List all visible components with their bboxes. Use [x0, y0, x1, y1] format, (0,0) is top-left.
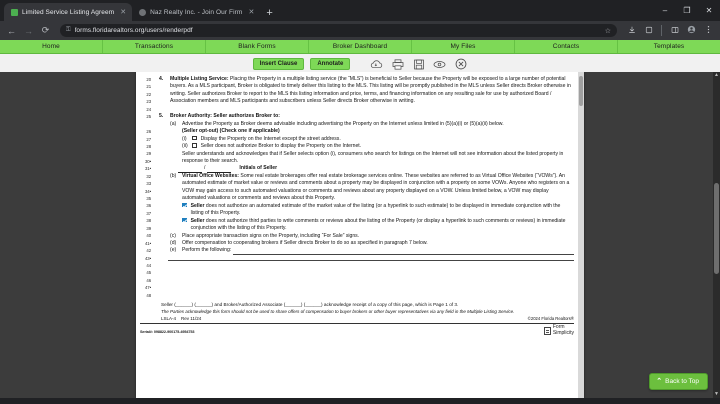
initials-slash: /: [204, 165, 206, 172]
window-bottom-edge: [0, 398, 720, 404]
scroll-down-arrow-icon[interactable]: ▼: [714, 391, 719, 397]
line-number: 46: [146, 277, 151, 283]
pdf-inner-scrollbar[interactable]: [578, 72, 584, 398]
browser-tab-2-title: Naz Realty Inc. - Join Our Firm: [150, 8, 243, 16]
reload-icon[interactable]: ⟳: [41, 25, 50, 35]
footer-divider: [140, 323, 574, 324]
clause-4: [156, 76, 574, 106]
footer-italic-note: The Parties acknowledge this form should not be used to share offers of compensation to buyer brokers or other buyer representatives via any field in the Multiple Listing Service.: [161, 308, 515, 314]
forward-icon[interactable]: →: [24, 25, 33, 36]
address-bar[interactable]: [60, 24, 617, 37]
clause-5a-choice-ii-marker: (ii): [182, 143, 188, 150]
clause-5b-check-1: [156, 203, 574, 218]
footer-serial: Serial#: 098822-900175-4954753: [140, 330, 195, 335]
page-scrollbar-thumb[interactable]: [714, 183, 719, 274]
nav-item-contacts[interactable]: Contacts: [515, 40, 618, 53]
bookmark-star-icon[interactable]: ☆: [604, 27, 611, 35]
line-number: 21: [146, 84, 151, 90]
save-icon[interactable]: [412, 58, 425, 71]
line-number: 40: [146, 233, 151, 239]
line-number: 42: [146, 248, 151, 254]
nav-item-home[interactable]: Home: [0, 40, 103, 53]
clause-5: [156, 113, 574, 120]
line-number: 28: [146, 143, 151, 149]
line-number: 32: [146, 173, 151, 179]
clause-5b-check-2-bold: Seller: [190, 217, 205, 224]
line-number: 24: [146, 106, 151, 112]
new-tab-button[interactable]: +: [266, 7, 273, 19]
clause-5b-check-2: [156, 218, 574, 233]
line-number: 35: [146, 196, 151, 201]
clause-5c-marker: (c): [170, 232, 176, 239]
browser-tab-1[interactable]: [4, 3, 132, 21]
checkbox-no-third-party-comments[interactable]: [182, 218, 187, 223]
back-icon[interactable]: ←: [7, 25, 16, 36]
clause-5c: [156, 233, 574, 240]
close-icon[interactable]: ✕: [120, 8, 127, 16]
footer-form-id: LSLA-4: [161, 315, 177, 321]
document-action-bar: [0, 54, 720, 72]
clause-5a-body: [182, 121, 574, 136]
footer-revision: Rev 11/24: [181, 315, 202, 321]
clause-5e-text: Perform the following:: [182, 247, 232, 254]
back-to-top-button[interactable]: [649, 373, 708, 390]
line-number: 43•: [145, 255, 151, 261]
line-number: 26: [146, 129, 151, 135]
line-number: 27: [146, 136, 151, 142]
clause-4-body: [170, 76, 574, 106]
clause-5e-marker: (e): [170, 247, 177, 254]
logo-line-2: Simplicity: [552, 329, 574, 336]
line-number-spacer: [140, 121, 151, 128]
line-number: 34•: [145, 188, 151, 194]
clause-5a-text: Advertise the Property as Broker deems advisable including advertising the Property on the Internet unless limited in (5)(a)(i) or (5)(a)(ii) below.: [182, 120, 504, 127]
line-number: 22: [146, 91, 151, 97]
scroll-up-arrow-icon[interactable]: ▲: [714, 72, 719, 78]
clause-5a-choice-i-marker: (i): [182, 135, 187, 142]
document-text: [156, 76, 574, 299]
window-close-icon[interactable]: ✕: [705, 6, 713, 15]
preview-eye-icon[interactable]: [433, 58, 446, 71]
checkbox-display-except-street-address[interactable]: [192, 136, 197, 141]
cloud-save-icon[interactable]: [370, 58, 383, 71]
document-footer: [140, 302, 574, 336]
print-icon[interactable]: [391, 58, 404, 71]
line-number: 48: [146, 292, 151, 298]
logo-line-1: Form: [552, 324, 565, 331]
nav-item-transactions[interactable]: Transactions: [103, 40, 206, 53]
clause-5a-choice-i-text: Display the Property on the Internet except the street address.: [200, 135, 341, 142]
line-number: 45: [146, 270, 151, 276]
clause-5-lead: Seller authorizes Broker to:: [211, 113, 280, 120]
line-number: 33: [146, 181, 151, 187]
nav-item-broker-dashboard[interactable]: Broker Dashboard: [309, 40, 412, 53]
browser-toolbar: [0, 21, 720, 40]
clause-5a-choice-ii-text: Seller does not authorize Broker to display the Property on the Internet.: [200, 143, 362, 150]
form-simplicity-logo: [544, 325, 574, 335]
clause-4-heading: Multiple Listing Service:: [170, 76, 229, 82]
minimize-icon[interactable]: –: [662, 6, 668, 15]
checkbox-no-internet-display[interactable]: [192, 143, 197, 148]
line-number: 29: [146, 151, 151, 157]
insert-clause-button[interactable]: Insert Clause: [253, 58, 305, 70]
clause-5d: [156, 240, 574, 247]
clause-5b-check-2-text: does not authorize third parties to write comments or reviews about the listing of the Property (or display a hyperlink to such comments or reviews) in immediate conjunction with the listing of this Property.: [190, 217, 566, 232]
clause-5a-note: Seller understands and acknowledges that if Seller selects option (i), consumers who search for listings on the Internet will not see information about the listed property in response to their search.: [182, 150, 564, 164]
menu-icon[interactable]: [702, 25, 715, 36]
split-screen-icon[interactable]: [668, 26, 681, 36]
clause-5a-choice-i: [156, 136, 574, 143]
line-number: 25: [146, 114, 151, 120]
downloads-icon[interactable]: [625, 26, 638, 36]
pdf-inner-scrollbar-thumb[interactable]: [579, 76, 583, 106]
pdf-page: [136, 72, 584, 398]
window-controls: [654, 0, 720, 21]
nav-item-my-files[interactable]: My Files: [412, 40, 515, 53]
line-number: 23: [146, 99, 151, 105]
footer-copyright: ©2024 Florida Realtors®: [527, 315, 574, 321]
line-number: 41•: [145, 240, 151, 246]
pdf-viewport[interactable]: [0, 72, 720, 398]
annotate-button[interactable]: Annotate: [310, 58, 350, 70]
line-number: 37: [146, 210, 151, 216]
close-circle-icon[interactable]: [454, 58, 467, 71]
document-icon: [11, 9, 18, 16]
clause-5b: [156, 173, 574, 203]
back-to-top-label: Back to Top: [665, 378, 699, 385]
form-simplicity-glyph-icon: [544, 327, 551, 335]
clause-5e-input-line-2[interactable]: [168, 255, 574, 261]
line-number: 20: [146, 77, 151, 82]
line-number: 36: [146, 203, 151, 209]
checkbox-no-automated-valuation[interactable]: [182, 203, 187, 208]
clause-4-number: 4.: [159, 76, 164, 82]
clause-5b-heading: Virtual Office Websites:: [182, 172, 239, 179]
site-info-icon[interactable]: ⚿: [66, 27, 71, 33]
clause-5b-body: [182, 173, 574, 203]
clause-5e-input-line-1[interactable]: [233, 249, 574, 255]
clause-5b-text: Some real estate brokerages offer real estate brokerage services online. These websites are referred to as Virtual Office Websites (“VOWs”). An automated estimate of market value or reviews and comments about a property may be displayed in conjunction with a property on some VOWs. Anyone who registers on a VOW may gain access to such automated valuations or comments and reviews about any property displayed on a VOW. Unless limited below, a VOW may display automated valuations or comments and reviews about this Property.: [182, 172, 570, 202]
seller-initials-row: [156, 165, 574, 172]
clause-5b-check-1-text: does not authorize an automated estimate of the market value of the listing (or a hyperlink to such estimate) to be displayed in immediate conjunction with the listing of this Property.: [190, 202, 561, 217]
profile-avatar-icon[interactable]: [685, 25, 698, 36]
clause-5-body: [170, 113, 574, 120]
line-number: 39: [146, 225, 151, 231]
line-number-gutter: [140, 76, 156, 299]
clause-5d-text: Offer compensation to cooperating brokers if Seller directs Broker to do so as specified in paragraph 7 below.: [182, 239, 428, 246]
browser-tab-2[interactable]: [132, 3, 260, 21]
document-tool-icons: [370, 58, 467, 71]
line-number: 30•: [145, 158, 151, 164]
line-number: 47•: [145, 285, 151, 291]
page-content: [0, 54, 720, 398]
page-scrollbar[interactable]: [713, 72, 720, 398]
clause-5-number: 5.: [159, 113, 164, 120]
clause-5a-marker: (a): [170, 120, 177, 127]
clause-4-text: Placing the Property in a multiple listing service (the “MLS”) is beneficial to Seller because the Property will be exposed to a large number of potential buyers. As a MLS participant, Broker is obligated to timely deliver this listing to the MLS. This listing will be promptly published in the MLS unless Seller directs Broker otherwise in writing. Seller authorizes Broker to report to the MLS this listing information and price, terms, and financing information on any resulting sale for use by authorized Board / Association members and MLS participants and subscribers unless Seller directs Broker otherwise in writing.: [170, 76, 571, 105]
close-icon[interactable]: ✕: [248, 8, 255, 16]
clause-5d-marker: (d): [170, 239, 177, 246]
clause-5a-choice-ii: [156, 143, 574, 150]
clause-5a-optout-label: (Seller opt-out) (Check one if applicable): [182, 128, 280, 135]
line-number: 38: [146, 218, 151, 224]
toolbar-divider: [661, 25, 662, 36]
initials-label: Initials of Seller: [239, 165, 278, 172]
nav-item-blank-forms[interactable]: Blank Forms: [206, 40, 309, 53]
clause-5-heading: Broker Authority:: [170, 113, 212, 120]
clause-5a: [156, 121, 574, 136]
clause-5c-text: Place appropriate transaction signs on the Property, including “For Sale” signs.: [182, 232, 360, 239]
clause-5e: [156, 247, 574, 254]
site-navigation: [0, 40, 720, 54]
globe-icon: [139, 9, 146, 16]
maximize-icon[interactable]: ❐: [683, 6, 691, 15]
line-number: 44: [146, 262, 151, 268]
document-body: [140, 76, 574, 299]
browser-tab-1-title: Limited Service Listing Agreem: [22, 8, 115, 16]
line-number: 31•: [145, 166, 151, 172]
browser-tab-strip: [0, 0, 720, 21]
url-text: forms.floridarealtors.org/users/renderpdf: [74, 27, 193, 34]
clause-5b-check-1-bold: Seller: [190, 202, 205, 209]
extensions-icon[interactable]: [642, 26, 655, 36]
clause-5b-marker: (b): [170, 172, 177, 179]
chevron-up-icon: ⌃: [656, 378, 663, 385]
nav-item-templates[interactable]: Templates: [653, 43, 685, 50]
footer-acknowledgement: Seller (______) (______) and Broker/Authorized Associate (______) (______) acknowledge receipt of a copy of this page, which is Page 1 of 3.: [161, 302, 459, 308]
